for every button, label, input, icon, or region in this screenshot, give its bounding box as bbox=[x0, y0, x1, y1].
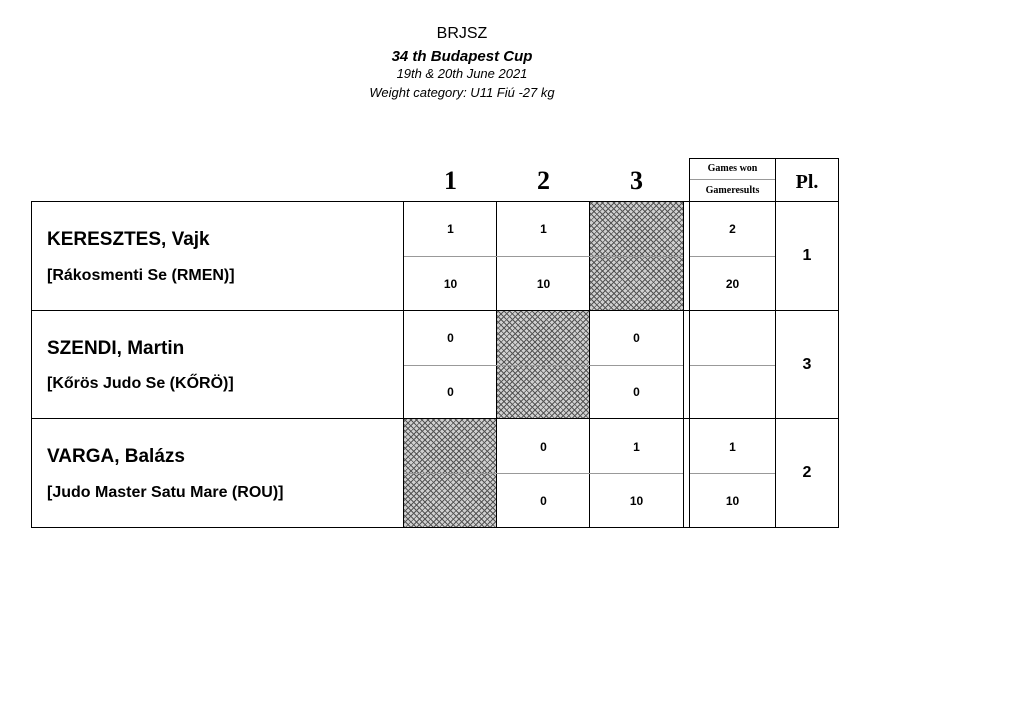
win-cell: 1 bbox=[540, 222, 547, 236]
games-won-header: Games won bbox=[707, 163, 758, 174]
score-cell: 10 bbox=[443, 277, 458, 291]
score-cell: 0 bbox=[540, 494, 547, 508]
event-dates: 19th & 20th June 2021 bbox=[396, 66, 528, 81]
competitor-name: KERESZTES, Vajk bbox=[47, 229, 210, 250]
score-cell: 10 bbox=[536, 277, 551, 291]
column-header-2: 2 bbox=[537, 166, 550, 195]
win-cell: 1 bbox=[633, 440, 640, 454]
place-value: 1 bbox=[802, 247, 812, 264]
column-header-1: 1 bbox=[444, 166, 457, 195]
gameresults-header: Gameresults bbox=[705, 185, 760, 196]
place-value: 3 bbox=[802, 356, 812, 373]
place-value: 2 bbox=[802, 464, 812, 481]
games-won-value: 2 bbox=[729, 222, 736, 236]
score-cell: 0 bbox=[633, 385, 640, 399]
competitor-club: [Kőrös Judo Se (KŐRÖ)] bbox=[47, 375, 234, 392]
competitor-name: VARGA, Balázs bbox=[47, 446, 185, 467]
win-cell: 0 bbox=[540, 440, 547, 454]
competitor-club: [Rákosmenti Se (RMEN)] bbox=[47, 267, 235, 284]
competitor-name: SZENDI, Martin bbox=[47, 338, 185, 359]
place-header: Pl. bbox=[795, 171, 819, 193]
score-cell: 10 bbox=[629, 494, 644, 508]
organization-title: BRJSZ bbox=[436, 25, 488, 42]
win-cell: 0 bbox=[633, 331, 640, 345]
win-cell: 0 bbox=[447, 331, 454, 345]
gameresults-value: 10 bbox=[725, 494, 740, 508]
event-title: 34 th Budapest Cup bbox=[391, 48, 533, 65]
competitor-club: [Judo Master Satu Mare (ROU)] bbox=[47, 484, 284, 501]
games-won-value: 1 bbox=[729, 440, 736, 454]
win-cell: 1 bbox=[447, 222, 454, 236]
score-cell: 0 bbox=[447, 385, 454, 399]
gameresults-value: 20 bbox=[725, 277, 740, 291]
weight-category: Weight category: U11 Fiú -27 kg bbox=[369, 85, 555, 100]
column-header-3: 3 bbox=[630, 166, 643, 195]
